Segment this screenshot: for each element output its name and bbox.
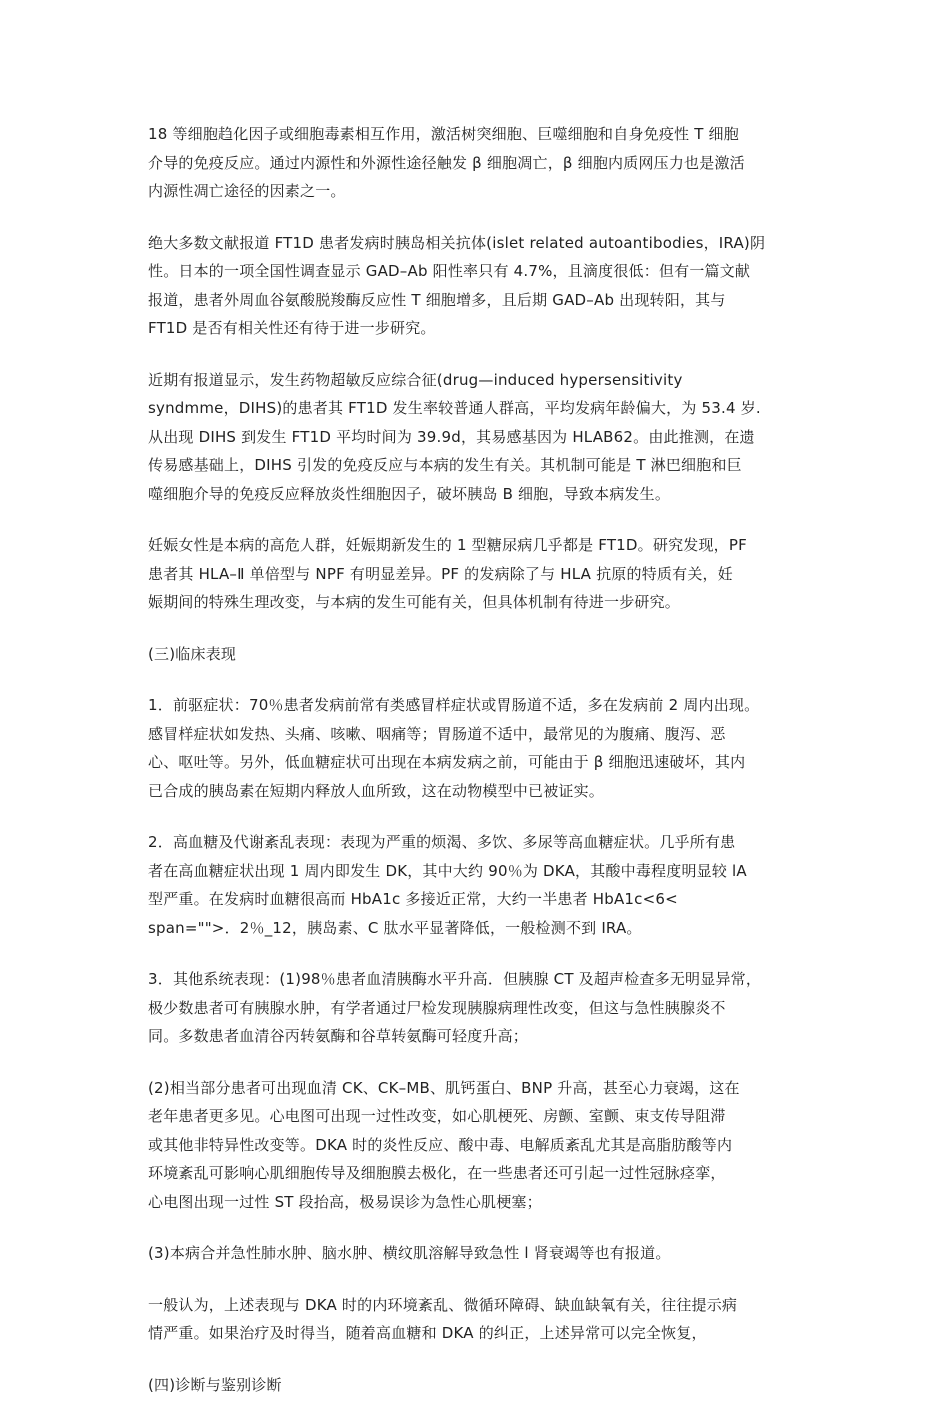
text-line: 绝大多数文献报道 FT1D 患者发病时胰岛相关抗体(islet related autoantibodies，IRA)阴 [148,233,766,252]
text-line: (3)本病合并急性肺水肿、脑水肿、横纹肌溶解导致急性 l 肾衰竭等也有报道。 [148,1244,671,1262]
text-line: 同。多数患者血清谷丙转氨酶和谷草转氨酶可轻度升高； [148,1027,529,1045]
text-line: 妊娠女性是本病的高危人群，妊娠期新发生的 1 型糖尿病几乎都是 FT1D。研究发现，PF [148,536,747,554]
text-line: span="">．2％_12，胰岛素、C 肽水平显著降低，一般检测不到 IRA。 [148,918,642,937]
text-line: 感冒样症状如发热、头痛、咳嗽、咽痛等；胃肠道不适中，最常见的为腹痛、腹泻、恶 [148,724,726,743]
paragraph [148,691,814,805]
text-line: 从出现 DIHS 到发生 FT1D 平均时间为 39.9d，其易感基因为 HLAB62。由此推测，在遗 [148,427,755,446]
text-line: 介导的免疫反应。通过内源性和外源性途径触发 β 细胞凋亡，β 细胞内质网压力也是激活 [148,153,745,172]
paragraph [148,965,814,1051]
text-line: 心、呕吐等。另外，低血糖症状可出现在本病发病之前，可能由于 β 细胞迅速破坏，其内 [148,753,746,771]
text-line: 3．其他系统表现：(1)98％患者血清胰酶水平升高．但胰腺 CT 及超声检查多无明显异常， [148,970,762,988]
paragraph [148,366,814,509]
text-line: 内源性凋亡途径的因素之一。 [148,182,346,200]
paragraph [148,640,814,669]
text-line: (四)诊断与鉴别诊断 [148,1375,282,1394]
text-line: 2．高血糖及代谢紊乱表现：表现为严重的烦渴、多饮、多尿等高血糖症状。几乎所有患 [148,833,736,851]
paragraph [148,531,814,617]
paragraph [148,229,814,343]
text-line: 极少数患者可有胰腺水肿，有学者通过尸检发现胰腺病理性改变，但这与急性胰腺炎不 [148,998,726,1017]
text-line: 性。日本的一项全国性调查显示 GAD–Ab 阳性率只有 4.7%，且滴度很低：但有一篇文献 [148,262,751,280]
text-line: 已合成的胰岛素在短期内释放人血所致，这在动物模型中已被证实。 [148,781,605,800]
text-line: 近期有报道显示，发生药物超敏反应综合征(drug—induced hypersensitivity [148,370,683,389]
text-line: 情严重。如果治疗及时得当，随着高血糖和 DKA 的纠正，上述异常可以完全恢复， [148,1324,707,1342]
text-line: FT1D 是否有相关性还有待于进一步研究。 [148,319,436,337]
text-line: 或其他非特异性改变等。DKA 时的炎性反应、酸中毒、电解质紊乱尤其是高脂肪酸等内 [148,1135,733,1154]
text-line: syndmme，DIHS)的患者其 FT1D 发生率较普通人群高，平均发病年龄偏大，为 53.4 岁. [148,399,761,417]
document-page [148,120,814,1422]
text-line: 环境紊乱可影响心肌细胞传导及细胞膜去极化，在一些患者还可引起一过性冠脉痉挛， [148,1164,726,1182]
paragraph [148,828,814,942]
text-line: 18 等细胞趋化因子或细胞毒素相互作用，激活树突细胞、巨噬细胞和自身免疫性 T 细胞 [148,125,739,143]
text-line: 娠期间的特殊生理改变，与本病的发生可能有关，但具体机制有待进一步研究。 [148,593,681,611]
text-line: 噬细胞介导的免疫反应释放炎性细胞因子，破坏胰岛 B 细胞，导致本病发生。 [148,484,671,503]
text-line: 老年患者更多见。心电图可出现一过性改变，如心肌梗死、房颤、室颤、束支传导阻滞 [148,1107,726,1125]
text-line: 一般认为，上述表现与 DKA 时的内环境紊乱、微循环障碍、缺血缺氧有关，往往提示病 [148,1295,738,1314]
text-line: (2)相当部分患者可出现血清 CK、CK–MB、肌钙蛋白、BNP 升高，甚至心力衰竭，这在 [148,1078,740,1097]
text-line: (三)临床表现 [148,644,237,663]
text-line: 型严重。在发病时血糖很高而 HbA1c 多接近正常，大约一半患者 HbA1c<6< [148,890,678,908]
paragraph [148,1371,814,1400]
paragraph [148,1239,814,1268]
text-line: 者在高血糖症状出现 1 周内即发生 DK，其中大约 90％为 DKA，其酸中毒程度明显较 lA [148,861,747,880]
document-body [148,120,814,1399]
text-line: 患者其 HLA–Ⅱ 单倍型与 NPF 有明显差异。PF 的发病除了与 HLA 抗原的特质有关，妊 [148,564,733,583]
paragraph [148,120,814,206]
paragraph [148,1074,814,1217]
text-line: 报道，患者外周血谷氨酸脱羧酶反应性 T 细胞增多，且后期 GAD–Ab 出现转阳，其与 [148,290,726,309]
text-line: 心电图出现一过性 ST 段抬高，极易误诊为急性心肌梗塞； [148,1192,542,1211]
text-line: 传易感基础上，DIHS 引发的免疫反应与本病的发生有关。其机制可能是 T 淋巴细胞和巨 [148,456,742,474]
paragraph [148,1291,814,1348]
text-line: 1．前驱症状：70％患者发病前常有类感冒样症状或胃肠道不适，多在发病前 2 周内出现。 [148,696,760,714]
